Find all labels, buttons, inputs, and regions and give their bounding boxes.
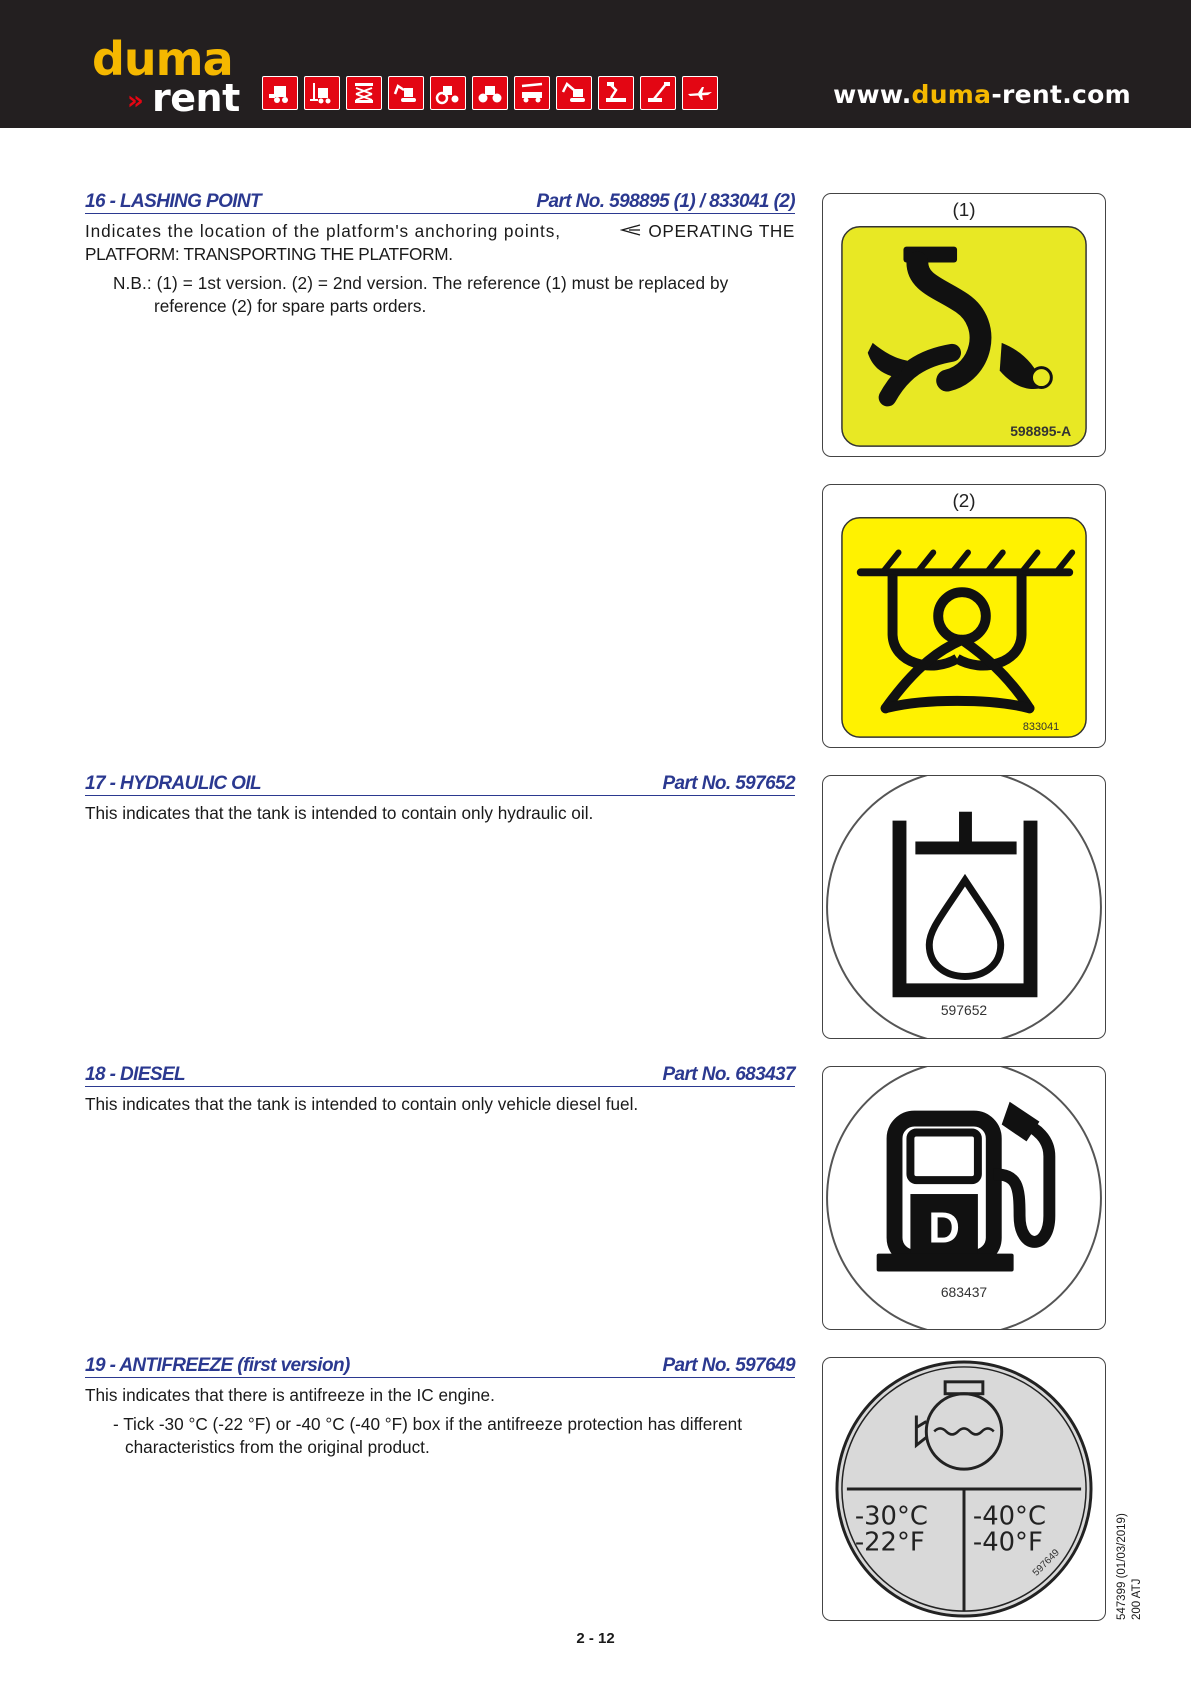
note-line-1: N.B.: (1) = 1st version. (2) = 2nd version. The reference (1) must be replaced by	[113, 273, 729, 293]
fahrenheit-40: -40°F	[972, 1527, 1043, 1558]
document-reference-line-1: 547399 (01/03/2019)	[1116, 1513, 1128, 1620]
antifreeze-icon	[823, 1358, 1105, 1620]
fuel-pump-icon	[823, 1067, 1105, 1329]
description-line	[85, 220, 795, 243]
website-prefix: www.	[833, 80, 912, 109]
description-text: This indicates that the tank is intended to contain only vehicle diesel fuel.	[85, 1094, 639, 1114]
website-url[interactable]	[833, 80, 1131, 109]
label-code: 597652	[940, 1002, 988, 1019]
compactor-icon	[472, 76, 508, 110]
bullet-item	[85, 1413, 795, 1459]
label-code: 683437	[940, 1284, 988, 1301]
celsius-30: -30°C	[854, 1501, 928, 1532]
hydraulic-oil-icon	[823, 776, 1105, 1038]
part-number: Part No. 598895 (1) / 833041 (2)	[536, 191, 795, 212]
label-caption: (2)	[952, 489, 976, 511]
page-header	[0, 0, 1191, 128]
section-heading	[85, 772, 795, 796]
pump-letter: D	[928, 1203, 960, 1253]
website-highlight: duma	[911, 80, 992, 109]
section-body	[85, 1093, 795, 1116]
cross-reference-text: OPERATING THE	[648, 221, 795, 241]
section-heading	[85, 190, 795, 214]
logo-rent-text: rent	[152, 76, 240, 120]
label-code: 597649	[1030, 1547, 1062, 1579]
bullet-line-1: - Tick -30 °C (-22 °F) or -40 °C (-40 °F) box if the antifreeze protection has different	[113, 1414, 742, 1434]
machine-icon-strip	[262, 76, 718, 110]
diesel-label	[822, 1066, 1106, 1330]
logo-duma-text: duma	[92, 32, 233, 86]
cross-reference[interactable]	[614, 220, 795, 243]
part-number: Part No. 597649	[662, 1355, 795, 1376]
bullet-line-2: characteristics from the original product.	[125, 1437, 430, 1457]
section-title: 19 - ANTIFREEZE (first version)	[85, 1355, 350, 1376]
section-body	[85, 220, 795, 318]
logo-arrows: »	[127, 86, 144, 116]
duma-rent-logo[interactable]	[92, 34, 242, 118]
description-line-2: PLATFORM: TRANSPORTING THE PLATFORM.	[85, 244, 453, 264]
document-reference	[1115, 1513, 1145, 1640]
description-text: Indicates the location of the platform's anchoring points,	[85, 221, 561, 241]
website-suffix: -rent.com	[991, 80, 1131, 109]
part-number: Part No. 683437	[662, 1064, 795, 1085]
section-body	[85, 1384, 795, 1459]
document-reference-line-2: 200 ATJ	[1131, 1578, 1143, 1620]
skid-steer-icon	[262, 76, 298, 110]
lashing-point-label-v2	[822, 484, 1106, 748]
aircraft-icon	[682, 76, 718, 110]
truck-crane-icon	[514, 76, 550, 110]
section-body	[85, 802, 795, 825]
scissor-lift-icon	[346, 76, 382, 110]
section-title: 17 - HYDRAULIC OIL	[85, 773, 262, 794]
lashing-hook-icon	[823, 194, 1105, 456]
mini-excavator-icon	[388, 76, 424, 110]
note-block	[85, 272, 795, 318]
section-hydraulic-oil	[85, 772, 795, 825]
description-text: This indicates that there is antifreeze in the IC engine.	[85, 1385, 495, 1405]
tractor-icon	[430, 76, 466, 110]
fahrenheit-22: -22°F	[854, 1527, 925, 1558]
label-caption: (1)	[952, 198, 976, 220]
label-code: 833041	[1022, 721, 1060, 734]
document-reference-text	[1115, 1513, 1145, 1620]
section-antifreeze	[85, 1354, 795, 1459]
reference-arrow-icon	[620, 224, 642, 236]
section-title: 16 - LASHING POINT	[85, 191, 262, 212]
excavator-icon	[556, 76, 592, 110]
celsius-40: -40°C	[972, 1501, 1046, 1532]
section-title: 18 - DIESEL	[85, 1064, 186, 1085]
forklift-icon	[304, 76, 340, 110]
part-number: Part No. 597652	[662, 773, 795, 794]
boom-lift-icon	[640, 76, 676, 110]
note-line-2: reference (2) for spare parts orders.	[154, 296, 427, 316]
hydraulic-oil-label	[822, 775, 1106, 1039]
articulated-lift-icon	[598, 76, 634, 110]
section-heading	[85, 1354, 795, 1378]
lashing-ring-icon	[823, 485, 1105, 747]
description-text: This indicates that the tank is intended to contain only hydraulic oil.	[85, 803, 594, 823]
antifreeze-label	[822, 1357, 1106, 1621]
label-code: 598895-A	[1010, 423, 1072, 440]
section-heading	[85, 1063, 795, 1087]
section-diesel	[85, 1063, 795, 1116]
section-lashing-point	[85, 190, 795, 318]
page-number: 2 - 12	[576, 1630, 615, 1647]
lashing-point-label-v1	[822, 193, 1106, 457]
